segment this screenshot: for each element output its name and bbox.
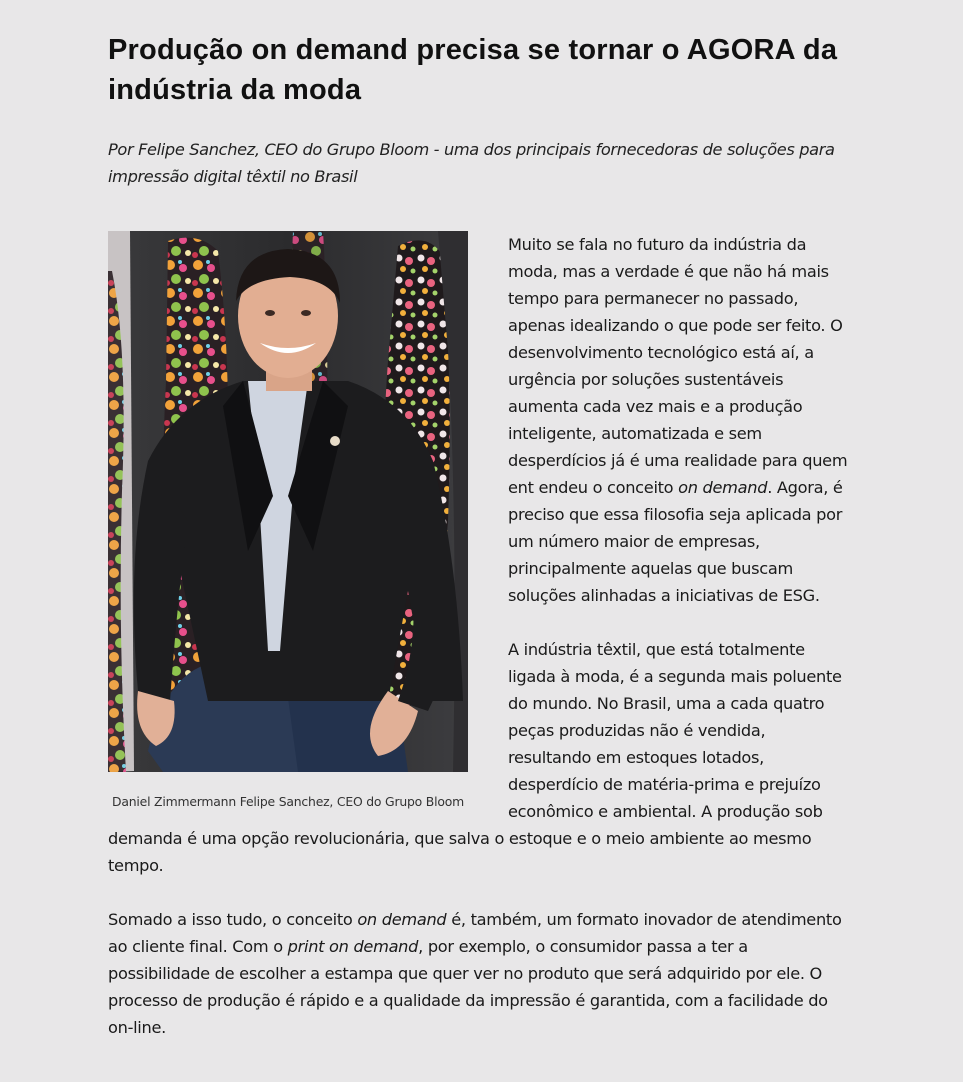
paragraph-emphasis: print on demand — [287, 937, 419, 956]
paragraph-emphasis: on demand — [678, 478, 768, 497]
paragraph-3 — [108, 906, 853, 1041]
photo-caption: Daniel Zimmermann Felipe Sanchez, CEO do Grupo Bloom — [112, 794, 464, 809]
paragraph-text: Somado a isso tudo, o conceito — [108, 910, 358, 929]
paragraph-text: , por exemplo, o consumidor passa a ter a possibilidade de escolher a estampa que quer ver no produto que será adquirido por ele. O processo de produção é rápido e a qualidade da impressão é garantida, com a facilidade do on-line. — [108, 937, 828, 1037]
article-subtitle: Por Felipe Sanchez, CEO do Grupo Bloom - uma dos principais fornecedoras de soluções para impressão digital têxtil no Brasil — [108, 140, 835, 186]
paragraph-text: Muito se fala no futuro da indústria da moda, mas a verdade é que não há mais tempo para permanecer no passado, apenas idealizando o que pode ser feito. O desenvolvimento tecnológico está aí, a urgência por soluções sustentáveis aumenta cada vez mais e a produção inteligente, automatizada e sem desperdícios já é uma realidade para quem ent endeu o conceito — [508, 235, 848, 497]
paragraph-emphasis: on demand — [357, 910, 447, 929]
paragraph-text: . Agora, é preciso que essa filosofia seja aplicada por um número maior de empresas, principalmente aquelas que buscam soluções alinhadas a iniciativas de ESG. — [508, 478, 843, 605]
paragraph-text: é, também, um formato inovador de atendimento ao cliente final. Com o — [108, 910, 842, 956]
portrait-photo[interactable] — [108, 231, 468, 772]
article-body — [108, 231, 853, 1041]
article — [108, 30, 853, 1041]
article-title: Produção on demand precisa se tornar o AGORA da indústria da moda — [108, 34, 838, 106]
article-figure — [108, 231, 468, 812]
paragraph-text: A indústria têxtil, que está totalmente ligada à moda, é a segunda mais poluente do mundo. No Brasil, uma a cada quatro peças produzidas não é vendida, resultando em estoques lotados, desperdício de matéria-prima e prejuízo econômico e ambiental. A produção sob demanda é uma opção revolucionária, que salva o estoque e o meio ambiente ao mesmo tempo. — [108, 640, 842, 875]
